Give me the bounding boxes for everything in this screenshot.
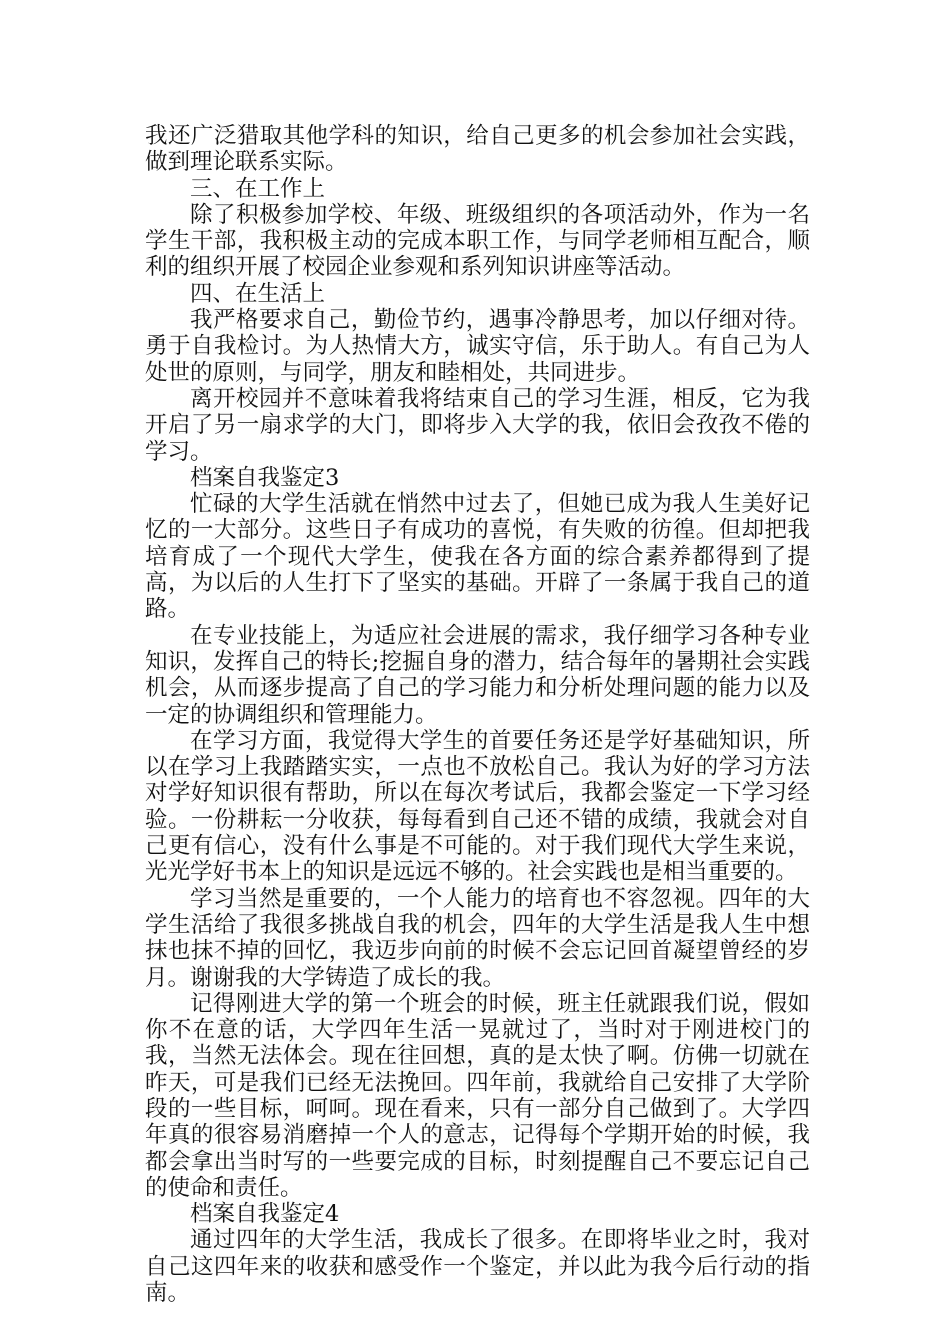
section-heading-appraisal-4: 档案自我鉴定4 [190,1201,340,1228]
document-page [145,123,810,1306]
paragraph-college-life: 忙碌的大学生活就在悄然中过去了，但她已成为我人生美好记忆的一大部分。这些日子有成功的喜悦，有失败的彷徨。但却把我培育成了一个现代大学生，使我在各方面的综合素养都得到了提高，为以后的人生打下了坚实的基础。开辟了一条属于我自己的道路。 [145,491,810,623]
section-heading-appraisal-3: 档案自我鉴定3 [190,464,340,491]
paragraph-continued: 我还广泛猎取其他学科的知识，给自己更多的机会参加社会实践，做到理论联系实际。 [145,123,810,176]
paragraph-life: 我严格要求自己，勤俭节约，遇事冷静思考，加以仔细对待。勇于自我检讨。为人热情大方，诚实守信，乐于助人。有自己为人处世的原则，与同学，朋友和睦相处，共同进步。 [145,307,810,386]
paragraph-four-years: 通过四年的大学生活，我成长了很多。在即将毕业之时，我对自己这四年来的收获和感受作一个鉴定，并以此为我今后行动的指南。 [145,1227,810,1307]
paragraph-professional-skills: 在专业技能上，为适应社会进展的需求，我仔细学习各种专业知识，发挥自己的特长;挖掘自身的潜力，结合每年的暑期社会实践机会，从而逐步提高了自己的学习能力和分析处理问题的能力以及一定的协调组织和管理能力。 [145,622,810,728]
section-heading-work: 三、在工作上 [190,175,326,202]
paragraph-study: 在学习方面，我觉得大学生的首要任务还是学好基础知识，所以在学习上我踏踏实实，一点也不放松自己。我认为好的学习方法对学好知识很有帮助，所以在每次考试后，我都会鉴定一下学习经验。一份耕耘一分收获，每每看到自己还不错的成绩，我就会对自己更有信心，没有什么事是不可能的。对于我们现代大学生来说，光光学好书本上的知识是远远不够的。社会实践也是相当重要的。 [145,727,810,886]
paragraph-leaving-school: 离开校园并不意味着我将结束自己的学习生涯，相反，它为我开启了另一扇求学的大门，即将步入大学的我，依旧会孜孜不倦的学习。 [145,385,810,465]
paragraph-work: 除了积极参加学校、年级、班级组织的各项活动外，作为一名学生干部，我积极主动的完成本职工作，与同学老师相互配合，顺利的组织开展了校园企业参观和系列知识讲座等活动。 [145,201,810,281]
paragraph-ability: 学习当然是重要的，一个人能力的培育也不容忽视。四年的大学生活给了我很多挑战自我的机会，四年的大学生活是我人生中想抹也抹不掉的回忆，我迈步向前的时候不会忘记回首凝望曾经的岁月。谢谢我的大学铸造了成长的我。 [145,885,810,991]
paragraph-first-class-meeting: 记得刚进大学的第一个班会的时候，班主任就跟我们说，假如你不在意的话，大学四年生活一晃就过了，当时对于刚进校门的我，当然无法体会。现在往回想，真的是太快了啊。仿佛一切就在昨天，可是我们已经无法挽回。四年前，我就给自己安排了大学阶段的一些目标，呵呵。现在看来，只有一部分自己做到了。大学四年真的很容易消磨掉一个人的意志，记得每个学期开始的时候，我都会拿出当时写的一些要完成的目标，时刻提醒自己不要忘记自己的使命和责任。 [145,990,810,1201]
section-heading-life: 四、在生活上 [190,280,326,307]
